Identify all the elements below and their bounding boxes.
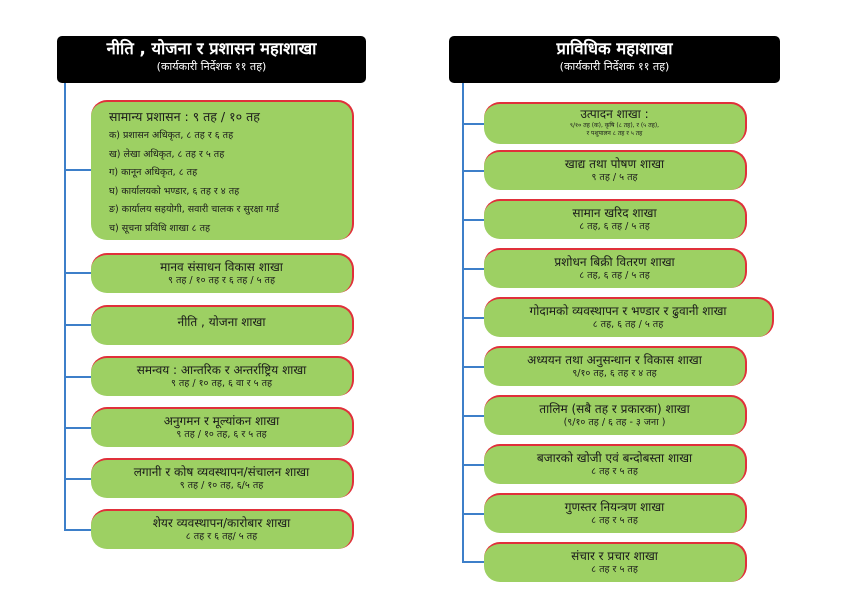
right-connector-branch — [462, 268, 484, 270]
right-division-subtitle: (कार्यकारी निर्देशक ११ तह) — [559, 60, 670, 73]
branch-name: उत्पादन शाखा : — [580, 107, 649, 121]
admin-item: घ) कार्यालयको भण्डार, ६ तह र ४ तह — [109, 185, 240, 197]
right-connector-branch — [462, 219, 484, 221]
branch-grade: ९/१० तह, ६ तह र ४ तह — [572, 368, 657, 379]
branch-name: संचार र प्रचार शाखा — [571, 549, 658, 563]
branch-grade: ९ तह / १० तह, ६ वा र ५ तह — [170, 378, 273, 389]
branch-box — [91, 458, 354, 498]
right-connector-branch — [462, 464, 484, 466]
left-division-title: नीति , योजना र प्रशासन महाशाखा — [106, 39, 317, 58]
branch-box — [484, 395, 747, 435]
right-connector-branch — [462, 513, 484, 515]
admin-item: क) प्रशासन अधिकृत, ८ तह र ६ तह — [109, 130, 234, 141]
right-connector-branch — [462, 317, 484, 319]
branch-box — [484, 199, 747, 239]
branch-grade: ९ तह / १० तह, ६ र ५ तह — [176, 429, 267, 440]
branch-box — [91, 407, 354, 447]
branch-name: बजारको खोजी एवं बन्दोबस्ता शाखा — [536, 451, 693, 465]
right-connector-branch — [462, 366, 484, 368]
branch-name: गुणस्तर नियन्त्रण शाखा — [564, 500, 665, 514]
branch-box — [484, 297, 774, 337]
branch-box — [91, 253, 354, 293]
general-administration-title: सामान्य प्रशासन : ९ तह / १० तह — [109, 109, 260, 124]
right-connector-trunk — [462, 83, 464, 562]
branch-grade: ८ तह र ५ तह — [591, 466, 638, 477]
branch-name: सामान खरिद शाखा — [572, 206, 657, 220]
branch-box — [91, 356, 354, 396]
branch-name: अध्ययन तथा अनुसन्धान र विकास शाखा — [527, 353, 702, 367]
branch-box — [484, 248, 747, 288]
right-division-title: प्राविधिक महाशाखा — [556, 39, 673, 58]
admin-item: ङ) कार्यालय सहयोगी, सवारी चालक र सुरक्षा गार्ड — [109, 204, 279, 215]
branch-name: गोदामको व्यवस्थापन र भण्डार र ढुवानी शाखा — [529, 304, 727, 318]
branch-name: लगानी र कोष व्यवस्थापन/संचालन शाखा — [133, 465, 310, 479]
branch-name: समन्वय : आन्तरिक र अन्तर्राष्ट्रिय शाखा — [136, 363, 307, 377]
branch-grade: ८ तह, ६ तह / ५ तह — [579, 270, 650, 281]
branch-grade: ९ तह / १० तह, ६/५ तह — [179, 480, 264, 491]
branch-name: प्रशोधन बिक्री वितरण शाखा — [554, 255, 675, 269]
branch-box — [484, 444, 747, 484]
branch-note: र पशुपालन ८ तह र ५ तह — [586, 130, 643, 137]
branch-grade: ९ तह / ५ तह — [591, 172, 638, 183]
left-connector-branch — [64, 529, 91, 531]
admin-item: च) सूचना प्रविधि शाखा ८ तह — [109, 222, 211, 234]
branch-name: मानव संसाधन विकास शाखा — [160, 260, 283, 274]
left-connector-branch — [64, 376, 91, 378]
left-connector-branch — [64, 427, 91, 429]
branch-grade: ८ तह र ५ तह — [591, 564, 638, 575]
branch-box — [484, 150, 747, 190]
right-division-header — [449, 36, 780, 83]
right-connector-branch — [462, 170, 484, 172]
branch-grade: ८ तह र ५ तह — [591, 515, 638, 526]
branch-name: शेयर व्यवस्थापन/कारोबार शाखा — [152, 516, 291, 530]
left-connector-branch — [64, 324, 91, 326]
branch-grade: ८ तह, ६ तह / ५ तह — [592, 319, 664, 330]
left-connector-branch — [64, 478, 91, 480]
branch-grade: (९/१० तह / ६ तह - ३ जना ) — [563, 417, 666, 428]
branch-box — [484, 493, 747, 533]
admin-item: ख) लेखा अधिकृत, ८ तह र ५ तह — [109, 148, 225, 160]
right-connector-branch — [462, 561, 484, 563]
right-connector-branch — [462, 123, 484, 125]
left-division-subtitle: (कार्यकारी निर्देशक ११ तह) — [156, 60, 267, 73]
left-connector-branch — [64, 272, 91, 274]
left-connector-trunk — [64, 83, 66, 530]
branch-box — [91, 305, 354, 345]
branch-box — [91, 509, 354, 549]
branch-box — [484, 102, 747, 144]
branch-name: तालिम (सबै तह र प्रकारका) शाखा — [539, 402, 690, 416]
branch-box — [484, 542, 747, 582]
branch-name: खाद्य तथा पोषण शाखा — [564, 157, 665, 171]
left-division-header — [57, 36, 366, 83]
general-administration-box — [91, 100, 354, 240]
right-connector-branch — [462, 415, 484, 417]
branch-grade: ८ तह र ६ तह/ ५ तह — [185, 531, 258, 542]
branch-name: नीति , योजना शाखा — [177, 315, 266, 329]
left-connector-branch — [64, 169, 91, 171]
admin-item: ग) कानून अधिकृत, ८ तह — [109, 167, 198, 178]
branch-box — [484, 346, 747, 386]
branch-grade: ८ तह, ६ तह / ५ तह — [579, 221, 650, 232]
branch-name: अनुगमन र मूल्यांकन शाखा — [163, 414, 280, 428]
branch-grade: ९ तह / १० तह र ६ तह / ५ तह — [167, 275, 276, 286]
branch-note: ९/१० तह (क), कृषि (८ तह), र (५ तह), — [569, 122, 660, 129]
